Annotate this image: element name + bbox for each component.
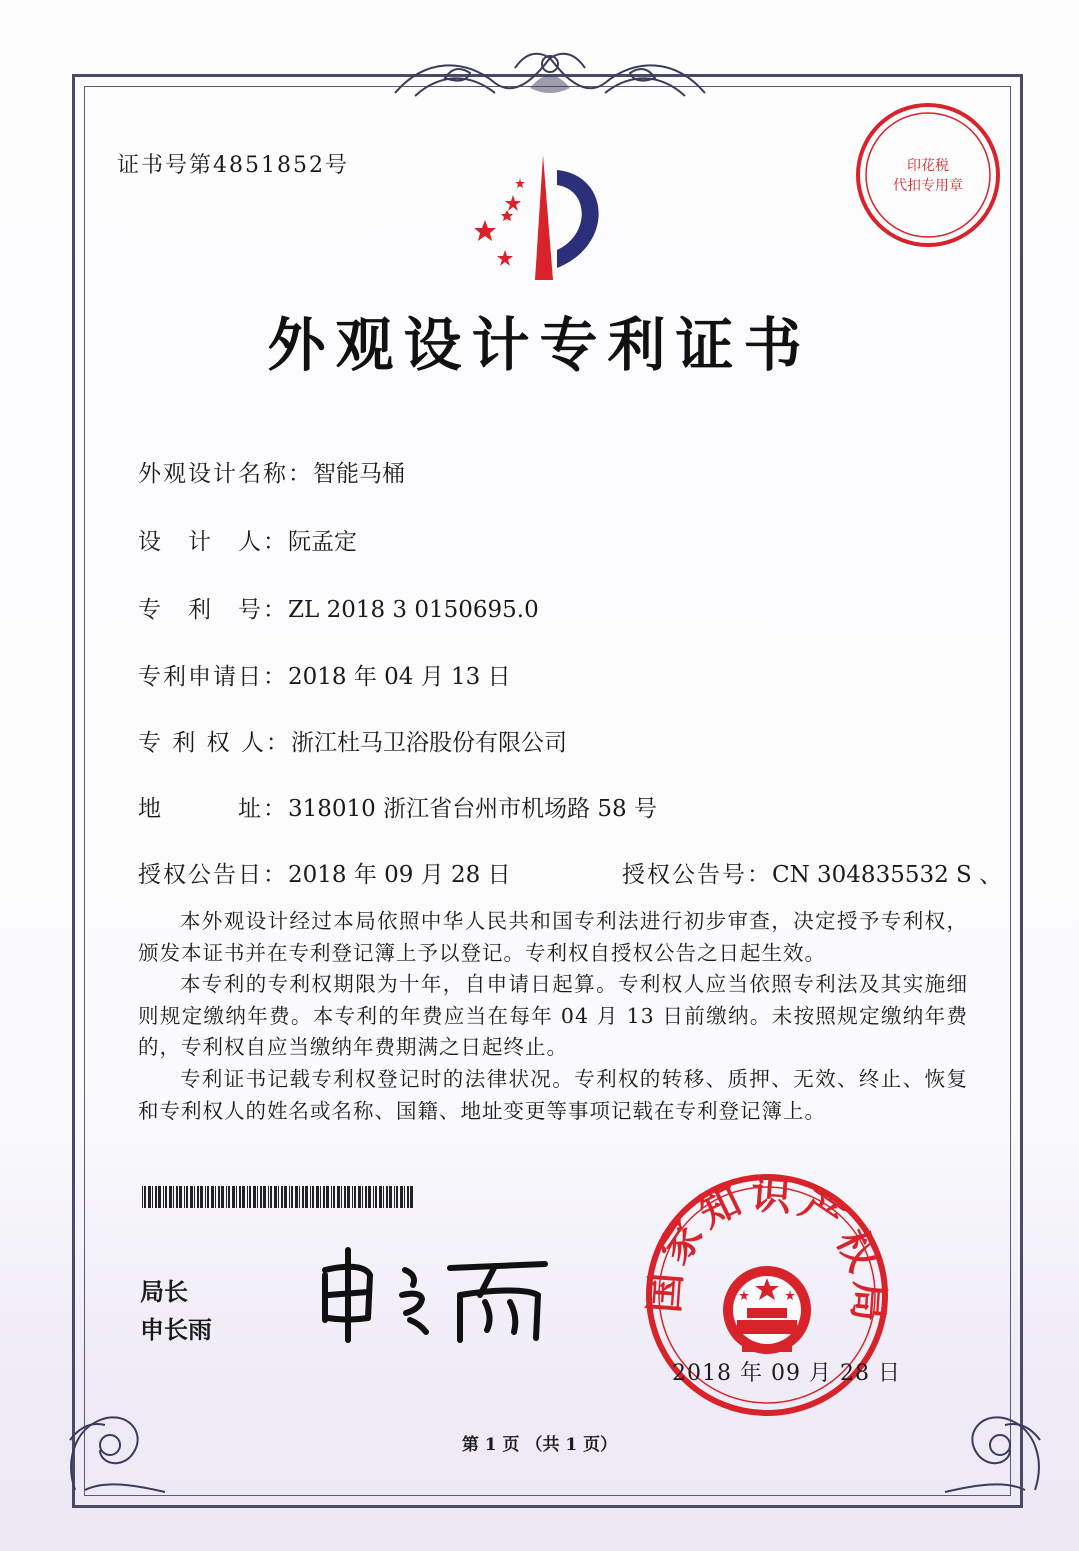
barcode-bar — [268, 1186, 269, 1208]
grant-no-value: CN 304835532 S 、 — [772, 862, 1003, 888]
address-label: 地 址： — [138, 796, 288, 822]
barcode-bar — [354, 1186, 356, 1208]
barcode-bar — [365, 1186, 367, 1208]
barcode — [142, 1186, 417, 1208]
top-ornament — [385, 38, 715, 110]
barcode-bar — [383, 1186, 384, 1208]
barcode-bar — [205, 1186, 206, 1208]
director-title: 局长 — [140, 1278, 188, 1306]
patentee-value: 浙江杜马卫浴股份有限公司 — [290, 730, 567, 756]
body-paragraph-1: 本外观设计经过本局依照中华人民共和国专利法进行初步审查，决定授予专利权，颁发本证书并在专利登记簿上予以登记。专利权自授权公告之日起生效。 — [138, 909, 968, 965]
field-design-name — [138, 455, 405, 488]
designer-label: 设 计 人： — [138, 529, 288, 555]
barcode-bar — [158, 1186, 161, 1208]
tax-stamp-seal — [853, 100, 1003, 250]
body-paragraph-2: 本专利的专利权期限为十年，自申请日起算。专利权人应当依照专利法及其实施细则规定缴纳年费。本专利的年费应当在每年 04 月 13 日前缴纳。未按照规定缴纳年费的，专利权自应当缴纳年费期满之日起终止。 — [138, 972, 968, 1059]
filing-date-label: 专利申请日： — [138, 664, 288, 690]
barcode-bar — [394, 1186, 395, 1208]
barcode-bar — [386, 1186, 388, 1208]
grant-date-value: 2018 年 09 月 28 日 — [288, 862, 511, 888]
barcode-bar — [155, 1186, 157, 1208]
barcode-bar — [362, 1186, 363, 1208]
barcode-bar — [253, 1186, 256, 1208]
barcode-bar — [302, 1186, 304, 1208]
svg-text:印花税: 印花税 — [907, 158, 949, 174]
field-patent-no — [138, 591, 539, 624]
field-designer — [138, 523, 357, 556]
barcode-bar — [239, 1186, 241, 1208]
barcode-bar — [312, 1186, 314, 1208]
barcode-bar — [358, 1186, 361, 1208]
barcode-bar — [326, 1186, 329, 1208]
barcode-bar — [410, 1186, 413, 1208]
barcode-bar — [347, 1186, 350, 1208]
barcode-bar — [270, 1186, 272, 1208]
barcode-bar — [373, 1186, 374, 1208]
svg-text:代扣专用章: 代扣专用章 — [893, 178, 963, 194]
barcode-bar — [218, 1186, 220, 1208]
patentee-label: 专 利 权 人： — [138, 730, 291, 756]
barcode-bar — [375, 1186, 377, 1208]
field-address — [138, 790, 657, 823]
barcode-bar — [289, 1186, 290, 1208]
barcode-bar — [368, 1186, 371, 1208]
barcode-bar — [249, 1186, 251, 1208]
barcode-bar — [200, 1186, 203, 1208]
grant-date-label: 授权公告日： — [138, 862, 288, 888]
certificate-title: 外观设计专利证书 — [267, 311, 812, 379]
barcode-bar — [379, 1186, 382, 1208]
barcode-bar — [179, 1186, 182, 1208]
barcode-bar — [341, 1186, 342, 1208]
barcode-bar — [295, 1186, 298, 1208]
barcode-bar — [404, 1186, 405, 1208]
barcode-bar — [190, 1186, 193, 1208]
barcode-bar — [407, 1186, 409, 1208]
national-emblem-icon — [723, 1266, 811, 1354]
design-name-value: 智能马桶 — [313, 461, 405, 487]
barcode-bar — [291, 1186, 293, 1208]
director-signature — [310, 1240, 560, 1350]
barcode-bar — [352, 1186, 353, 1208]
barcode-bar — [236, 1186, 237, 1208]
barcode-bar — [148, 1186, 151, 1208]
barcode-bar — [260, 1186, 262, 1208]
barcode-bar — [163, 1186, 164, 1208]
body-paragraph-3: 专利证书记载专利权登记时的法律状况。专利权的转移、质押、无效、终止、恢复和专利权人的姓名或名称、国籍、地址变更等事项记载在专利登记簿上。 — [138, 1067, 968, 1123]
barcode-bar — [320, 1186, 321, 1208]
barcode-bar — [331, 1186, 332, 1208]
grant-no-label: 授权公告号： — [622, 862, 772, 888]
filing-date-value: 2018 年 04 月 13 日 — [288, 664, 511, 690]
certificate-number: 证书号第4851852号 — [117, 153, 349, 178]
barcode-bar — [226, 1186, 227, 1208]
barcode-bar — [242, 1186, 245, 1208]
barcode-bar — [176, 1186, 178, 1208]
seal-ring-text: 国家知识产权局 — [642, 1171, 892, 1330]
barcode-bar — [337, 1186, 340, 1208]
barcode-bar — [144, 1186, 146, 1208]
barcode-bar — [396, 1186, 398, 1208]
barcode-bar — [333, 1186, 335, 1208]
barcode-bar — [274, 1186, 277, 1208]
designer-value: 阮孟定 — [288, 529, 357, 555]
barcode-bar — [323, 1186, 325, 1208]
barcode-bar — [257, 1186, 258, 1208]
seal-date: 2018 年 09 月 28 日 — [672, 1361, 901, 1386]
barcode-bar — [299, 1186, 300, 1208]
cnipa-logo-icon — [465, 150, 615, 290]
barcode-bar — [232, 1186, 235, 1208]
barcode-bar — [169, 1186, 172, 1208]
director-name: 申长雨 — [140, 1316, 212, 1344]
barcode-bar — [221, 1186, 224, 1208]
field-patentee — [138, 724, 567, 757]
barcode-bar — [184, 1186, 185, 1208]
field-grant-no — [622, 856, 1002, 889]
barcode-bar — [278, 1186, 279, 1208]
field-grant-date — [138, 856, 511, 889]
page-number: 第 1 页 （共 1 页） — [461, 1435, 618, 1455]
barcode-bar — [228, 1186, 230, 1208]
barcode-bar — [310, 1186, 311, 1208]
field-filing-date — [138, 658, 511, 691]
barcode-bar — [215, 1186, 216, 1208]
patent-no-label: 专 利 号： — [138, 597, 288, 623]
patent-no-value: ZL 2018 3 0150695.0 — [288, 597, 539, 623]
design-name-label: 外观设计名称： — [138, 461, 313, 487]
barcode-bar — [263, 1186, 266, 1208]
barcode-bar — [197, 1186, 199, 1208]
barcode-bar — [165, 1186, 167, 1208]
barcode-bar — [194, 1186, 195, 1208]
address-value: 318010 浙江省台州市机场路 58 号 — [288, 796, 657, 822]
barcode-bar — [173, 1186, 174, 1208]
barcode-bar — [247, 1186, 248, 1208]
barcode-bar — [186, 1186, 188, 1208]
barcode-bar — [211, 1186, 214, 1208]
barcode-bar — [142, 1186, 143, 1208]
barcode-bar — [316, 1186, 319, 1208]
barcode-bar — [305, 1186, 308, 1208]
barcode-bar — [284, 1186, 287, 1208]
barcode-bar — [389, 1186, 392, 1208]
barcode-bar — [344, 1186, 346, 1208]
barcode-bar — [152, 1186, 153, 1208]
barcode-bar — [281, 1186, 283, 1208]
barcode-bar — [207, 1186, 209, 1208]
barcode-bar — [400, 1186, 403, 1208]
